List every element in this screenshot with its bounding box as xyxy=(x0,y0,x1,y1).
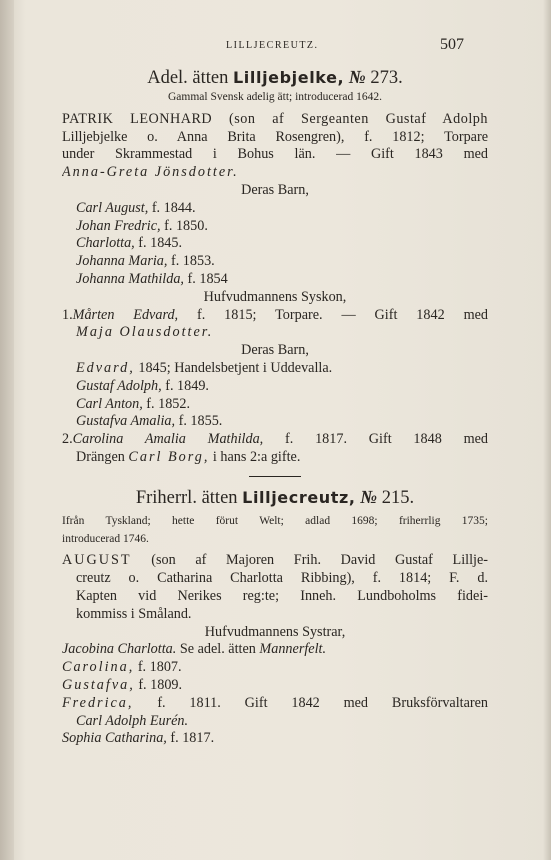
page-body xyxy=(62,66,488,748)
list-item: Carl Adolph Eurén. xyxy=(76,712,189,729)
sibling-wife: Maja Olausdotter. xyxy=(76,324,214,341)
page-header xyxy=(0,36,551,56)
number-sign: № xyxy=(360,487,378,508)
list-item: Gustafva Amalia, f. 1855. xyxy=(76,413,223,430)
list-item: Sophia Catharina, f. 1817. xyxy=(62,730,215,747)
list-item: Jacobina Charlotta. Se adel. ätten Mannerfelt. xyxy=(62,641,327,658)
family-name: Lilljecreutz, xyxy=(242,487,356,507)
head-line: Kapten vid Nerikes reg:te; Inneh. Lundboholms fidei- xyxy=(76,587,488,604)
list-item: Johanna Maria, f. 1853. xyxy=(76,253,215,270)
sisters-heading: Hufvudmannens Systrar, xyxy=(204,623,346,640)
children-heading: Deras Barn, xyxy=(241,181,309,198)
head-line: kommiss i Småland. xyxy=(76,605,192,622)
family-name: Lilljebjelke, xyxy=(233,68,345,87)
list-item: Charlotta, f. 1845. xyxy=(76,235,183,252)
head-line: under Skrammestad i Bohus län. — Gift 1843 med xyxy=(62,146,488,163)
siblings-heading: Hufvudmannens Syskon, xyxy=(203,288,347,305)
list-item: Gustaf Adolph, f. 1849. xyxy=(76,377,209,394)
family-heading-lilljebjelke xyxy=(62,66,488,89)
wife-name: Anna-Greta Jönsdotter. xyxy=(62,164,239,181)
list-item: Edvard, 1845; Handelsbetjent i Uddevalla. xyxy=(76,359,333,376)
family-number: 215. xyxy=(381,487,415,508)
number-sign: № xyxy=(348,68,366,88)
heading-prefix: Adel. ätten xyxy=(147,68,229,88)
family-subtitle: Ifrån Tyskland; hette förut Welt; adlad 1698; friherrlig 1735; xyxy=(62,514,488,527)
list-item: Johanna Mathilda, f. 1854 xyxy=(76,270,228,287)
sibling-entry: 1.Mårten Edvard, f. 1815; Torpare. — Gift 1842 med xyxy=(62,306,488,323)
page-number: 507 xyxy=(440,36,464,53)
head-line: Lilljebjelke o. Anna Brita Rosengren), f. 1812; Torpare xyxy=(62,128,488,145)
head-line: PATRIK LEONHARD (son af Sergeanten Gustaf Adolph xyxy=(62,110,488,127)
sibling-entry: 2.Carolina Amalia Mathilda, f. 1817. Gift 1848 med xyxy=(62,431,488,448)
running-title: LILLJECREUTZ. xyxy=(226,40,319,51)
list-item: Carolina, f. 1807. xyxy=(62,659,182,676)
list-item: Fredrica, f. 1811. Gift 1842 med Bruksförvaltaren xyxy=(62,694,488,711)
section-divider xyxy=(249,476,301,477)
family-heading-lilljecreutz xyxy=(62,486,488,509)
heading-prefix: Friherrl. ätten xyxy=(135,487,238,508)
page-edge xyxy=(543,0,551,860)
family-number: 273. xyxy=(370,68,403,88)
list-item: Gustafva, f. 1809. xyxy=(62,676,183,693)
head-line: AUGUST (son af Majoren Frih. David Gustaf Lillje- xyxy=(62,552,488,569)
list-item: Carl Anton, f. 1852. xyxy=(76,395,191,412)
list-item: Johan Fredric, f. 1850. xyxy=(76,217,208,234)
list-item: Carl August, f. 1844. xyxy=(76,199,196,216)
sibling-entry-cont: Drängen Carl Borg, i hans 2:a gifte. xyxy=(76,448,301,465)
head-line: creutz o. Catharina Charlotta Ribbing), f. 1814; F. d. xyxy=(76,570,488,587)
page-gutter xyxy=(0,0,14,860)
family-subtitle: introducerad 1746. xyxy=(62,532,149,545)
children-heading: Deras Barn, xyxy=(241,342,309,359)
family-subtitle: Gammal Svensk adelig ätt; introducerad 1642. xyxy=(168,91,382,103)
